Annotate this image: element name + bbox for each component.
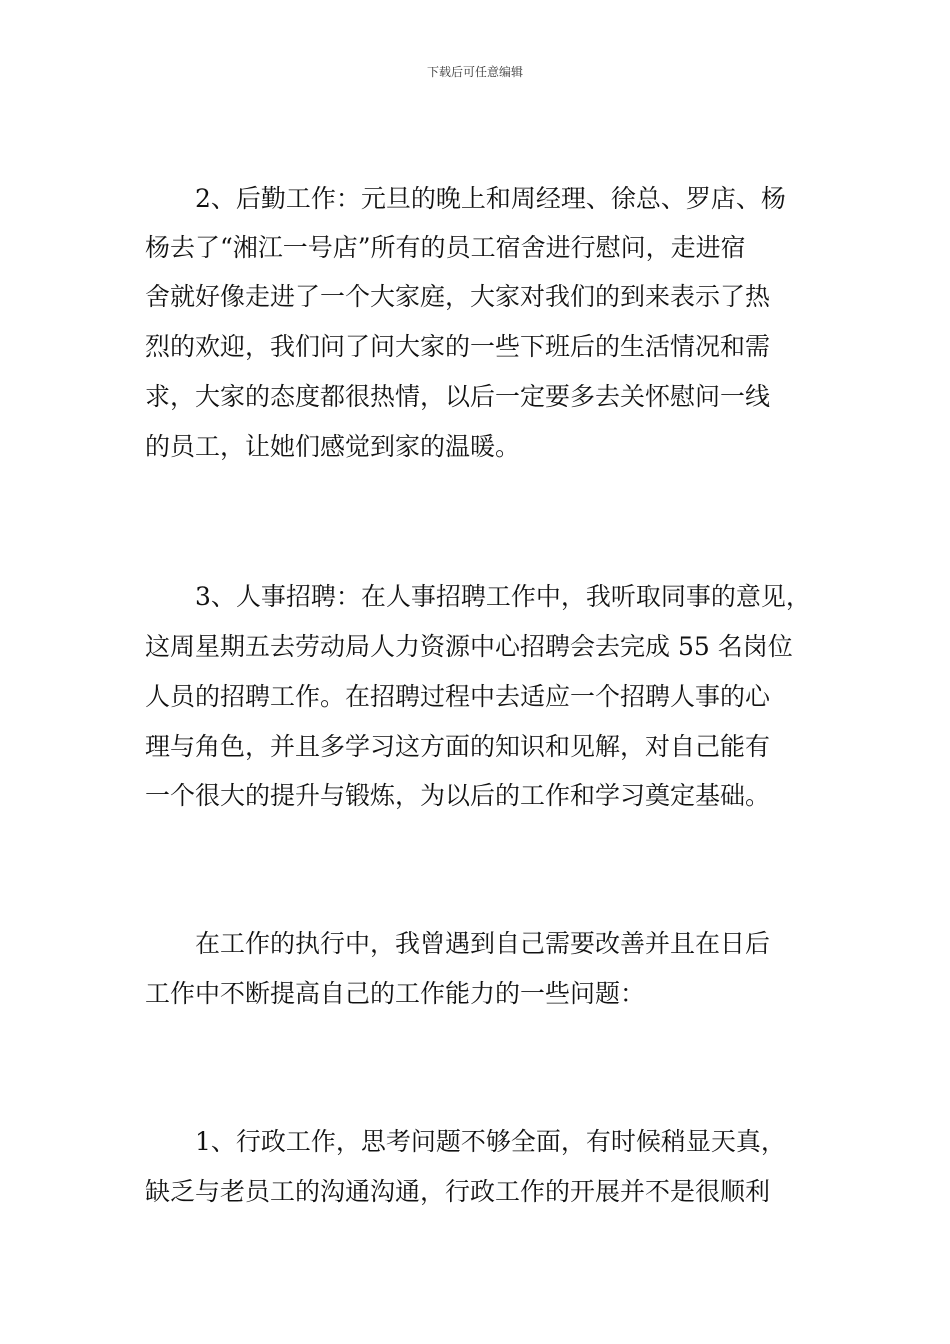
paragraph-4-line-2: 缺乏与老员工的沟通沟通，行政工作的开展并不是很顺利: [145, 1177, 771, 1206]
paragraph-2-line-2: 这周星期五去劳动局人力资源中心招聘会去完成 55 名岗位: [145, 632, 793, 661]
paragraph-1-line-4: 烈的欢迎，我们问了问大家的一些下班后的生活情况和需: [145, 332, 771, 361]
paragraph-4-line-1: 1、行政工作，思考问题不够全面，有时候稍显天真，: [195, 1127, 786, 1156]
paragraph-1-line-6: 的员工，让她们感觉到家的温暖。: [145, 432, 521, 461]
paragraph-2-line-1: 3、人事招聘：在人事招聘工作中，我听取同事的意见，: [195, 582, 811, 611]
paragraph-3-line-2: 工作中不断提高自己的工作能力的一些问题：: [145, 979, 646, 1008]
paragraph-2-line-3: 人员的招聘工作。在招聘过程中去适应一个招聘人事的心: [145, 682, 771, 711]
paragraph-1-line-1: 2、后勤工作：元旦的晚上和周经理、徐总、罗店、杨: [195, 184, 786, 213]
paragraph-1-line-5: 求，大家的态度都很热情，以后一定要多去关怀慰问一线: [145, 382, 771, 411]
paragraph-2-line-4: 理与角色，并且多学习这方面的知识和见解，对自己能有: [145, 732, 771, 761]
paragraph-2-line-5: 一个很大的提升与锻炼，为以后的工作和学习奠定基础。: [145, 781, 771, 810]
paragraph-3-line-1: 在工作的执行中，我曾遇到自己需要改善并且在日后: [195, 929, 771, 958]
page-header: 下载后可任意编辑: [426, 65, 523, 79]
paragraph-1-line-2: 杨去了“湘江一号店”所有的员工宿舍进行慰问，走进宿: [145, 233, 746, 262]
paragraph-1-line-3: 舍就好像走进了一个大家庭，大家对我们的到来表示了热: [145, 282, 771, 311]
